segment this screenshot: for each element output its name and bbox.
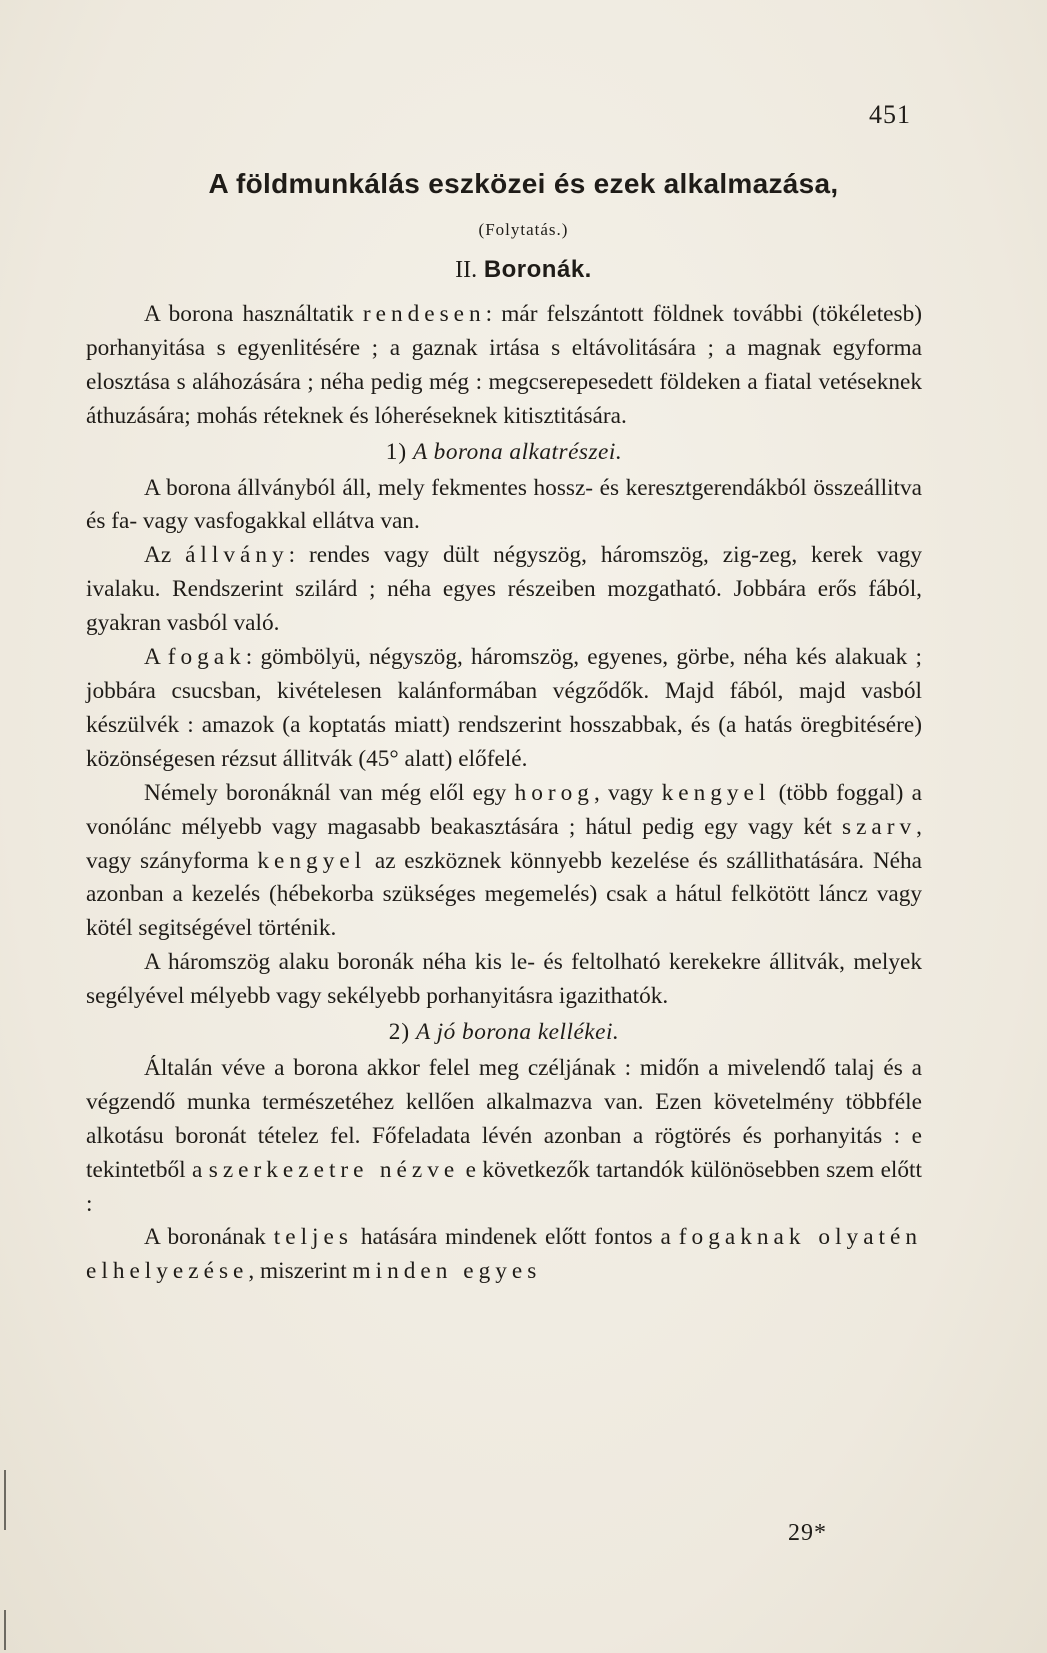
paragraph bbox=[86, 1052, 922, 1222]
text: Némely boronáknál van még elől egy bbox=[144, 779, 515, 806]
signature-mark: 29* bbox=[788, 1520, 827, 1546]
page-title: A földmunkálás eszközei és ezek alkalmazása, bbox=[208, 168, 839, 199]
text: : már felszántott földnek további (tökéletesb) porhanyitása s egyenlitésére ; a gaznak irtása s eltávolitására ; a magnak egyforma elosztása s aláhozására ; néha pedig még : megcserepesedett földeken a fiatal vetéseknek áthuzására; mohás réteknek és lóheréseknek kitisztitására. bbox=[86, 301, 922, 429]
paragraph bbox=[86, 539, 922, 641]
text: Az bbox=[144, 542, 186, 569]
text: A háromszög alaku boronák néha kis le- és feltolható kerekekre állitvák, melyek segélyével mélyebb vagy sekélyebb porhanyitásra igazithatók. bbox=[86, 949, 922, 1010]
spaced-text: rendesen bbox=[362, 301, 486, 327]
paragraph bbox=[86, 1221, 922, 1289]
spaced-text: állvány bbox=[185, 542, 289, 569]
margin-mark bbox=[4, 1610, 6, 1650]
spaced-text: kengyel bbox=[661, 779, 771, 806]
text: e következők tartandók különösebben szem előtt : bbox=[86, 1156, 922, 1217]
spaced-text: horog bbox=[514, 779, 594, 806]
text: Általán véve a borona akkor felel meg czéljának : midőn a mivelendő talaj és a végzendő munka természetéhez kellően alkalmazva van. Ezen követelmény többféle alkotásu boronát tételez fel. Főfeladata lévén azonban a rögtörés és porhanyitás : e tekintetből a bbox=[86, 1054, 922, 1183]
subheading bbox=[86, 436, 922, 470]
spaced-text: minden egyes bbox=[352, 1258, 542, 1285]
margin-mark bbox=[4, 1470, 6, 1530]
spaced-text: teljes bbox=[273, 1224, 353, 1251]
spaced-text: fogaknak olyatén elhelyezése bbox=[86, 1224, 922, 1285]
section-number: II. bbox=[455, 257, 478, 283]
page-number: 451 bbox=[869, 100, 911, 129]
text: : rendes vagy dült négyszög, háromszög, zig-zeg, kerek vagy ivalaku. Rendszerint szilárd ; néha egyes részeiben mozgatható. Jobbára erős fából, gyakran vasból való. bbox=[86, 542, 922, 637]
text: , vagy bbox=[593, 779, 662, 806]
text: A bbox=[144, 644, 168, 671]
text: (több foggal) a vonólánc mélyebb vagy magasabb beakasztására ; hátul pedig egy vagy két bbox=[86, 779, 923, 840]
spaced-text: fogak bbox=[167, 644, 246, 671]
spaced-text: szarv bbox=[842, 813, 917, 840]
text: : gömbölyü, négyszög, háromszög, egyenes, görbe, néha kés alakuak ; jobbára csucsban, kivételesen kalánformában végződők. Majd fából, majd vasból készülvék : amazok (a koptatás miatt) rendszerint hosszabbak, és (a hatás öregbitésére) közönségesen rézsut állitvák (45° alatt) előfelé. bbox=[86, 644, 922, 772]
subheading-number: 2) bbox=[388, 1019, 411, 1046]
subheading-title: A borona alkatrészei. bbox=[413, 438, 623, 465]
section-title: Boronák. bbox=[483, 256, 592, 283]
text: A borona használtatik bbox=[144, 301, 363, 327]
text: az eszköznek könnyebb kezelése és szállithatására. Néha azonban a kezelés (hébekorba szükséges megemelés) csak a hátul felkötött láncz vagy kötél segitségével történik. bbox=[86, 847, 922, 942]
page-subtitle: (Folytatás.) bbox=[478, 220, 569, 239]
spaced-text: szerkezetre nézve bbox=[208, 1156, 460, 1183]
subheading bbox=[86, 1016, 922, 1050]
text: hatására mindenek előtt fontos a bbox=[352, 1224, 679, 1251]
body-text bbox=[86, 298, 922, 1289]
text: , vagy szányforma bbox=[86, 813, 922, 874]
paragraph bbox=[86, 298, 922, 434]
subheading-title: A jó borona kellékei. bbox=[415, 1019, 620, 1046]
text: A borona állványból áll, mely fekmentes hossz- és keresztgerendákból összeállitva és fa- vagy vasfogakkal ellátva van. bbox=[86, 474, 922, 535]
text: A boronának bbox=[144, 1224, 274, 1251]
paragraph bbox=[86, 946, 922, 1014]
paragraph bbox=[86, 472, 922, 540]
paragraph bbox=[86, 777, 922, 947]
spaced-text: kengyel bbox=[257, 847, 367, 874]
text: , miszerint bbox=[248, 1258, 353, 1285]
section-heading bbox=[0, 256, 1047, 284]
paragraph bbox=[86, 641, 922, 777]
subheading-number: 1) bbox=[385, 438, 408, 465]
